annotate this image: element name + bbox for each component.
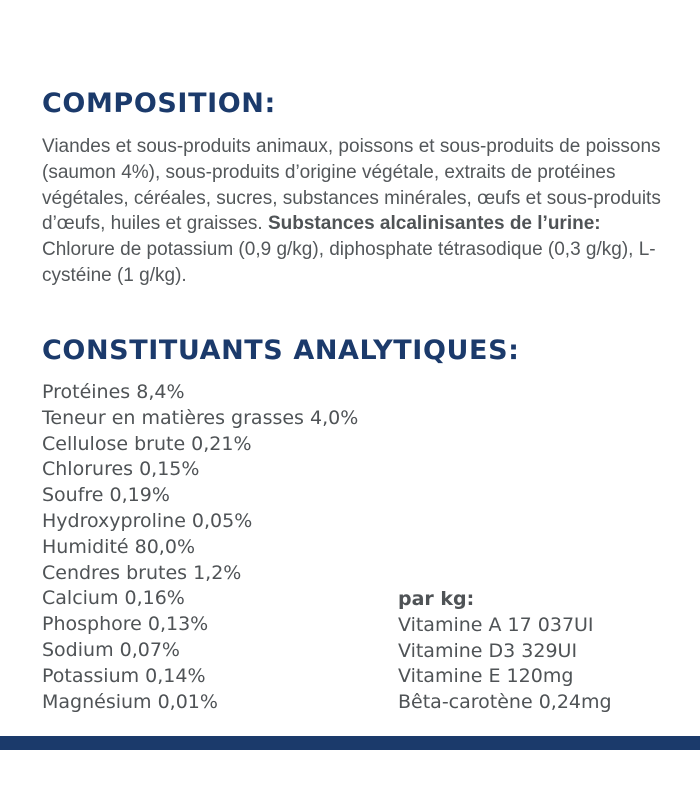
list-item: Vitamine D3 329UI [398, 639, 578, 662]
list-item: Soufre 0,19% [42, 484, 170, 507]
analytic-constituents-list [42, 380, 358, 715]
list-item: Sodium 0,07% [42, 638, 180, 661]
per-kg-section [398, 587, 612, 716]
list-item: Humidité 80,0% [42, 535, 195, 558]
list-item: Teneur en matières grasses 4,0% [42, 406, 359, 429]
composition-text-part1: Viandes et sous-produits animaux, poissons et sous-produits de poissons (saumon 4%), sous-produits d’origine végétale, extraits de protéines végétales, céréales, sucres, substances minérales, œufs et sous-produits d’œufs, huiles et graisses. [42, 136, 661, 235]
list-item: Vitamine A 17 037UI [398, 613, 594, 636]
per-kg-title: par kg: [398, 588, 475, 610]
composition-heading: COMPOSITION: [42, 88, 276, 119]
list-item: Hydroxyproline 0,05% [42, 509, 253, 532]
analytic-constituents-heading: CONSTITUANTS ANALYTIQUES: [42, 335, 520, 366]
list-item: Magnésium 0,01% [42, 690, 218, 713]
urine-alkalizing-label: Substances alcalinisantes de l’urine: [267, 213, 601, 235]
composition-text-part2: Chlorure de potassium (0,9 g/kg), diphosphate tétrasodique (0,3 g/kg), L-cystéine (1 g/kg). [42, 239, 656, 286]
list-item: Vitamine E 120mg [398, 665, 574, 688]
list-item: Chlorures 0,15% [42, 458, 200, 481]
list-item: Bêta-carotène 0,24mg [398, 691, 612, 714]
list-item: Potassium 0,14% [42, 664, 206, 687]
list-item: Calcium 0,16% [42, 587, 185, 610]
footer-bar [0, 736, 700, 750]
list-item: Cellulose brute 0,21% [42, 432, 252, 455]
vitamins-list [398, 613, 612, 716]
list-item: Phosphore 0,13% [42, 613, 209, 636]
composition-text [42, 134, 662, 289]
list-item: Protéines 8,4% [42, 381, 185, 403]
list-item: Cendres brutes 1,2% [42, 561, 242, 584]
